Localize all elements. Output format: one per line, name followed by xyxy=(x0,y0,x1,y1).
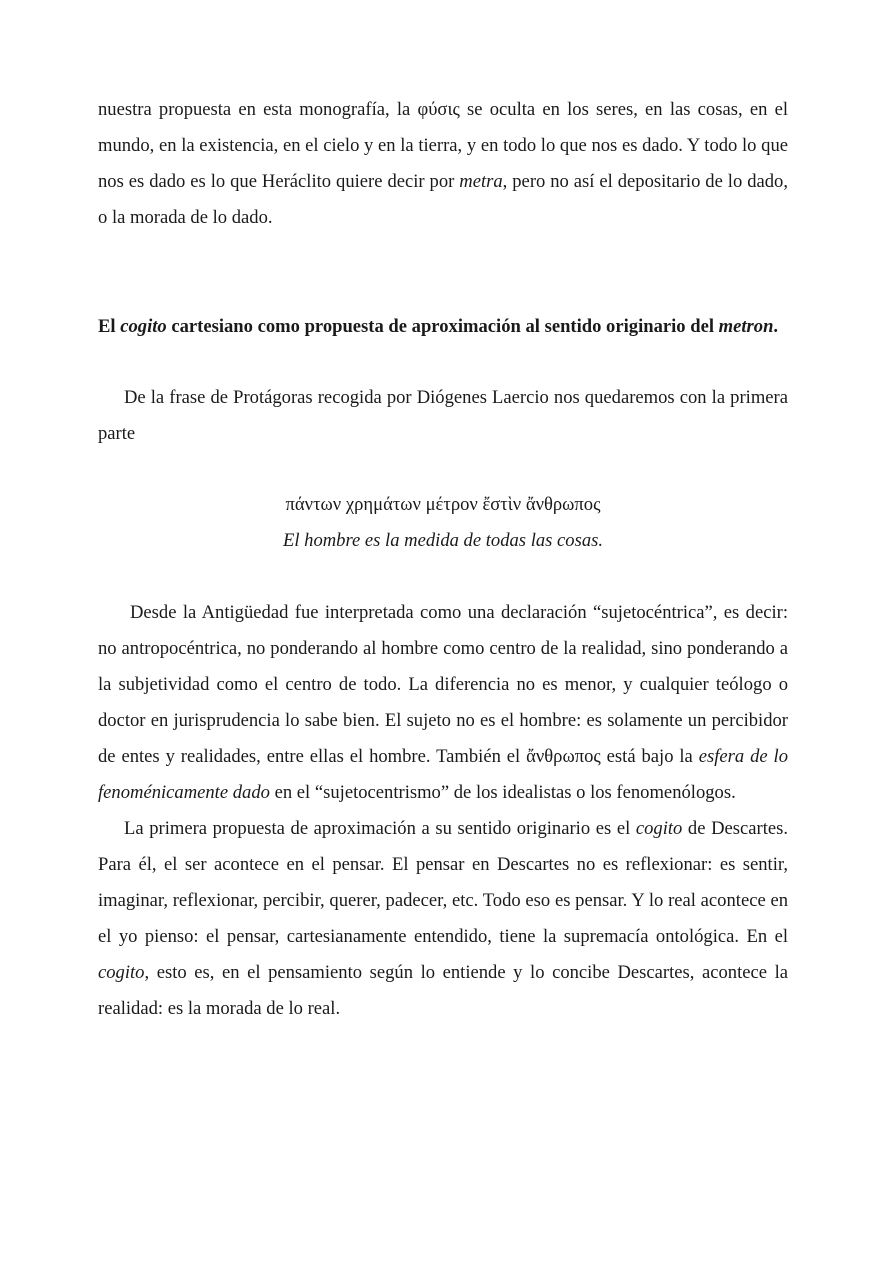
italic-term-cogito: cogito xyxy=(635,818,683,839)
italic-term-cogito: cogito xyxy=(98,962,145,983)
paragraph-protagoras xyxy=(98,380,788,452)
paragraph-physis xyxy=(98,92,788,236)
heading-text: . xyxy=(773,316,779,337)
paragraph-text: , pero no así el depositario de lo dado, o la morada de lo dado. xyxy=(98,171,788,228)
paragraph-descartes xyxy=(98,811,788,1027)
heading-term-metron: metron xyxy=(718,316,774,337)
paragraph-text: de Descartes. Para él, el ser acontece en el pensar. El pensar en Descartes no es reflexionar: es sentir, imaginar, reflexionar, percibir, querer, padecer, etc. Todo eso es pensar. Y lo real acontece en el yo pienso: el pensar, cartesianamente entendido, tiene la supremacía ontológica. En el xyxy=(98,818,788,947)
document-page xyxy=(98,92,788,1027)
spacer xyxy=(98,559,788,595)
paragraph-text: en el “sujetocentrismo” de los idealistas o los fenomenólogos. xyxy=(269,782,736,803)
italic-phrase-esfera: esfera de lo fenoménicamente dado xyxy=(98,746,789,803)
paragraph-text: está bajo la xyxy=(600,746,699,767)
heading-text: El xyxy=(98,316,121,337)
spacer xyxy=(98,345,788,380)
paragraph-text: Desde la Antigüedad fue interpretada como una declaración “sujetocéntrica”, es decir: no antropocéntrica, no ponderando al hombre como centro de la realidad, sino ponderando a la subjetividad como el centro de todo. La diferencia no es menor, y cualquier teólogo o doctor en jurisprudencia lo sabe bien. El sujeto no es el hombre: es solamente un percibidor de entes y realidades, entre ellas el hombre. También el xyxy=(98,602,788,767)
paragraph-text: nuestra propuesta en esta monografía, la xyxy=(98,99,418,120)
paragraph-text: De la frase de Protágoras recogida por Diógenes Laercio nos quedaremos con la primera parte xyxy=(98,387,788,444)
quote-translation xyxy=(98,523,788,559)
quote-block xyxy=(98,487,788,559)
italic-term-metra: metra xyxy=(459,171,503,192)
section-heading xyxy=(98,308,788,345)
quote-translation-text: El hombre es la medida de todas las cosas. xyxy=(282,530,604,551)
spacer xyxy=(98,452,788,487)
greek-term-physis: φύσις xyxy=(417,99,460,120)
spacer xyxy=(98,236,788,308)
heading-term-cogito: cogito xyxy=(120,316,167,337)
quote-greek: πάντων χρημάτων μέτρον ἔστὶν ἄνθρωπος xyxy=(285,494,601,515)
paragraph-text: , esto es, en el pensamiento según lo entiende y lo concibe Descartes, acontece la realidad: es la morada de lo real. xyxy=(98,962,788,1019)
paragraph-sujetocentrica xyxy=(98,595,788,811)
heading-text: cartesiano como propuesta de aproximación al sentido originario del xyxy=(166,316,719,337)
paragraph-text: La primera propuesta de aproximación a su sentido originario es el xyxy=(124,818,636,839)
greek-term-anthropos: ἄνθρωπος xyxy=(526,746,601,767)
paragraph-text: se oculta en los seres, en las cosas, en el mundo, en la existencia, en el cielo y en la tierra, y en todo lo que nos es dado. Y todo lo que nos es dado es lo que Heráclito quiere decir por xyxy=(98,99,788,192)
